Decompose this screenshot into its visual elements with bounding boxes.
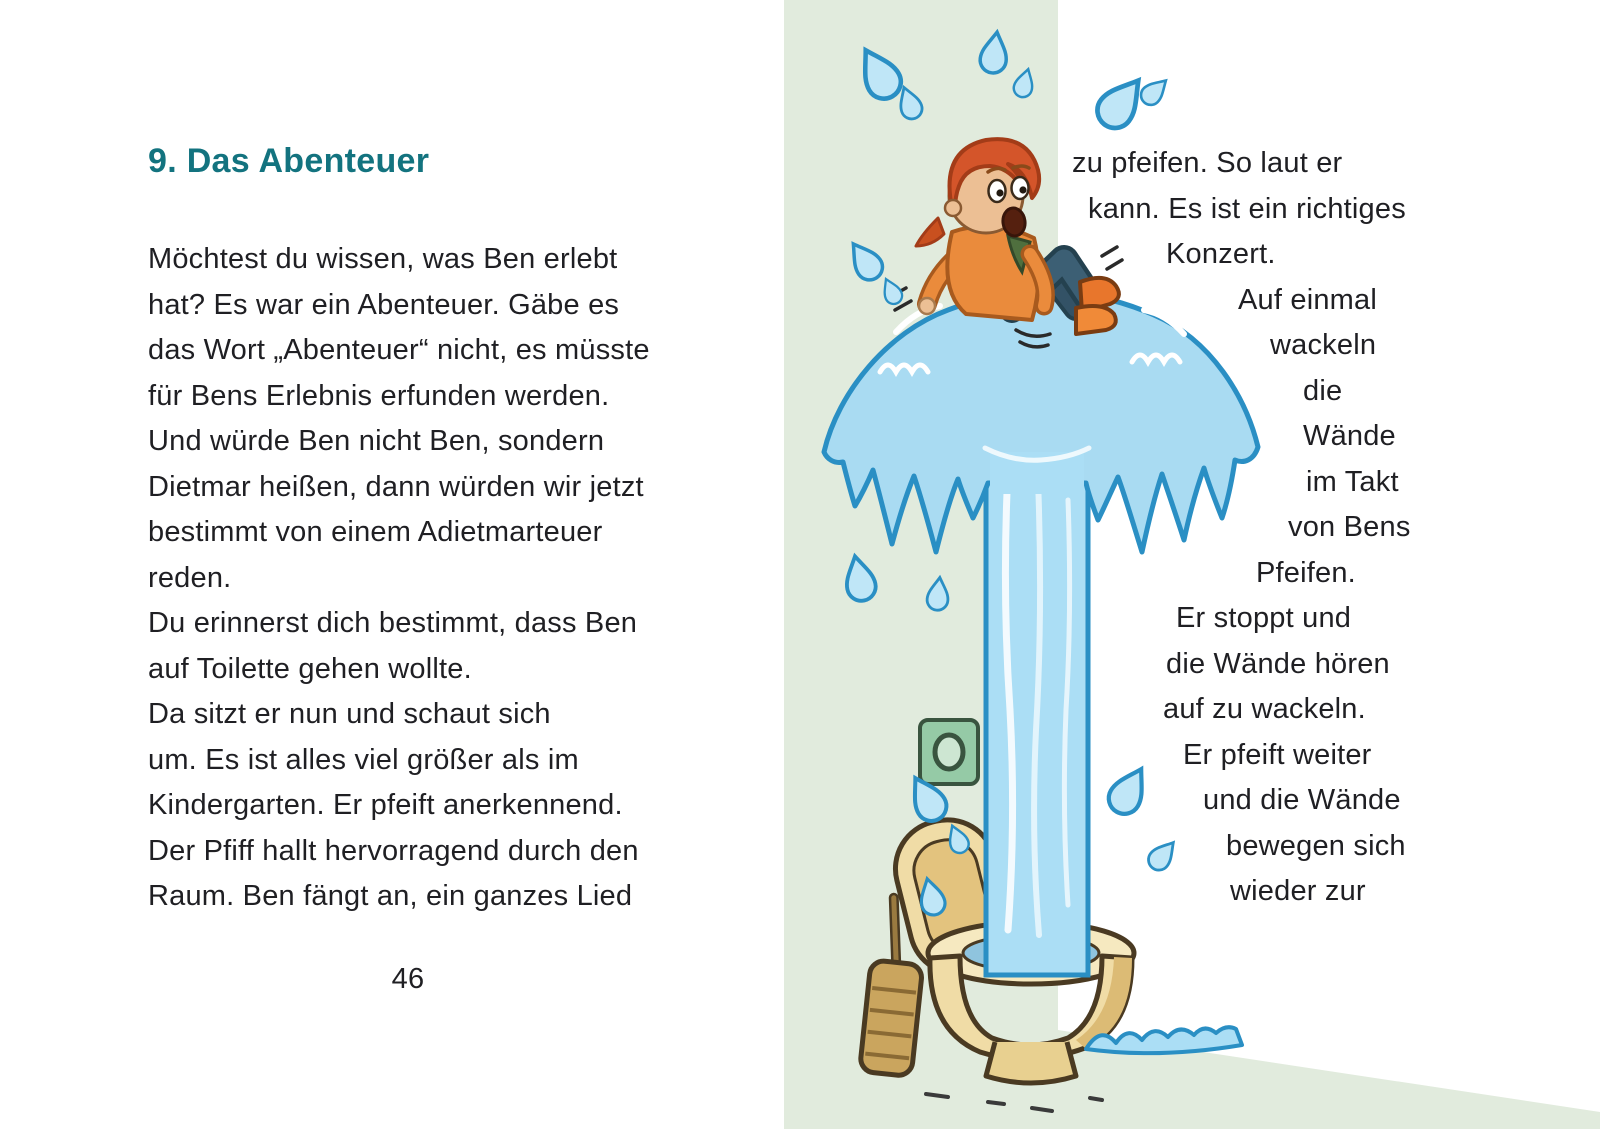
text-line: wieder zur [1230, 875, 1366, 907]
text-line: Pfeifen. [1256, 556, 1356, 589]
text-line: Der Pfiff hallt hervorragend durch den [148, 834, 639, 867]
geyser-illustration [780, 0, 1600, 1129]
text-line: und die Wände [1203, 784, 1401, 816]
text-line: auf Toilette gehen wollte. [148, 652, 472, 685]
text-line: bewegen sich [1226, 829, 1406, 862]
text-line: wackeln [1270, 329, 1377, 361]
text-line: bestimmt von einem Adietmarteuer [148, 516, 603, 548]
flush-button [920, 720, 978, 784]
text-line: im Takt [1306, 465, 1399, 498]
text-line: auf zu wackeln. [1163, 693, 1366, 725]
left-paragraph [148, 237, 728, 920]
chapter-heading: 9. Das Abenteuer [148, 142, 430, 180]
text-line: reden. [148, 561, 232, 594]
text-line: das Wort „Abenteuer“ nicht, es müsste [148, 334, 650, 366]
text-line: Wände [1303, 420, 1396, 452]
text-line: für Bens Erlebnis erfunden werden. [148, 379, 610, 412]
text-line: Da sitzt er nun und schaut sich [148, 698, 551, 730]
text-line: zu pfeifen. So laut er [1072, 147, 1343, 179]
left-page [148, 142, 728, 920]
text-line: Konzert. [1166, 238, 1276, 270]
text-line: Du erinnerst dich bestimmt, dass Ben [148, 607, 638, 639]
text-line: von Bens [1288, 511, 1411, 543]
text-line: Auf einmal [1238, 283, 1378, 316]
text-line: Dietmar heißen, dann würden wir jetzt [148, 470, 644, 503]
text-line: Und würde Ben nicht Ben, sondern [148, 425, 605, 457]
text-line: Er stoppt und [1176, 602, 1352, 634]
text-line: die [1303, 374, 1343, 407]
water-column [986, 430, 1088, 975]
text-line: Raum. Ben fängt an, ein ganzes Lied [148, 880, 633, 912]
text-line: kann. Es ist ein richtiges [1088, 192, 1406, 225]
text-line: die Wände hören [1166, 647, 1390, 680]
text-line: Möchtest du wissen, was Ben erlebt [148, 243, 618, 275]
text-line: Kindergarten. Er pfeift anerkennend. [148, 789, 623, 821]
text-line: hat? Es war ein Abenteuer. Gäbe es [148, 288, 620, 321]
text-line: um. Es ist alles viel größer als im [148, 743, 579, 776]
text-line: Er pfeift weiter [1183, 738, 1372, 771]
page-number: 46 [391, 963, 425, 995]
